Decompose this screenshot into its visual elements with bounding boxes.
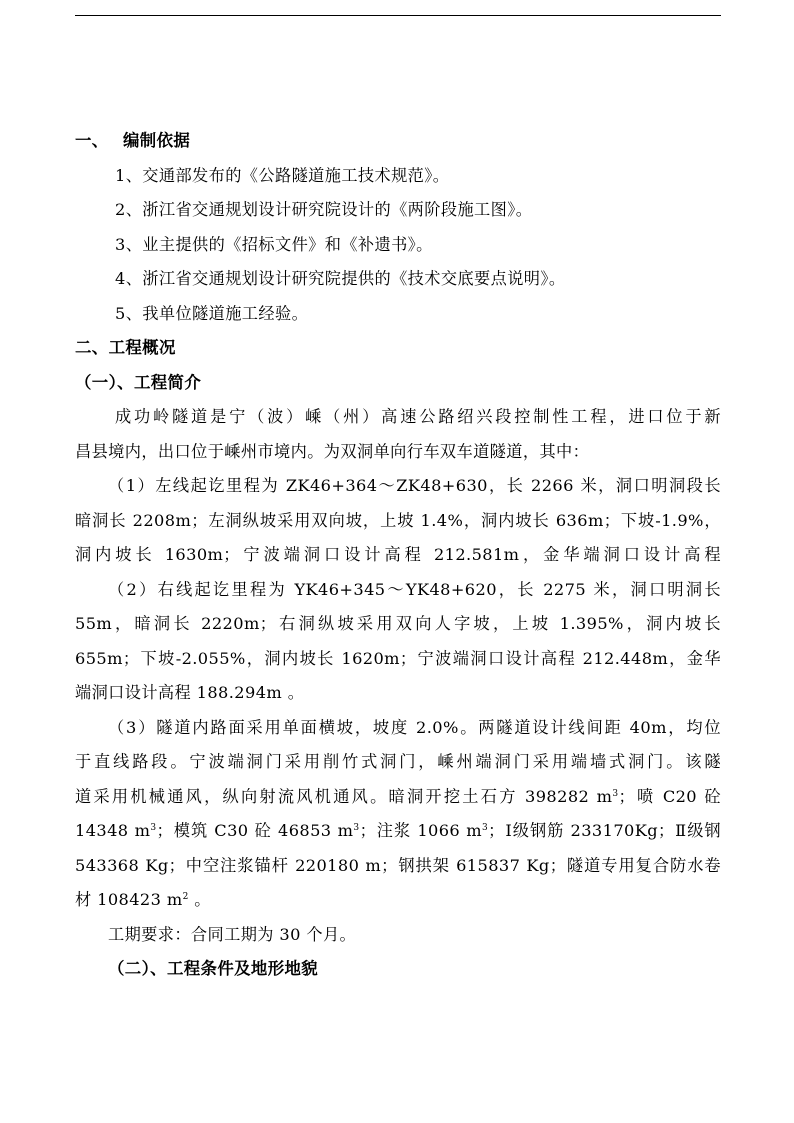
superscript: 3: [612, 788, 619, 799]
header-rule: [75, 15, 721, 16]
list-item: 3、业主提供的《招标文件》和《补遗书》。: [115, 234, 433, 254]
paragraph-line: （3）隧道内路面采用单面横坡，坡度 2.0%。两隧道设计线间距 40m，均位: [108, 717, 721, 737]
paragraph-line: 洞内坡长 1630m；宁波端洞口设计高程 212.581m，金华端洞口设计高程: [75, 545, 721, 564]
list-item: 1、交通部发布的《公路隧道施工技术规范》。: [115, 165, 450, 185]
paragraph-line: 14348 $m^3$；模筑 C30 砼 46853 $m^3$；注浆 1066 $m^3$；Ⅰ级钢筋 233170Kg；Ⅱ级钢: [75, 821, 721, 840]
document-body: [75, 124, 721, 987]
list-item: 5、我单位隧道施工经验。: [115, 303, 309, 323]
list-item: 2、浙江省交通规划设计研究院设计的《两阶段施工图》。: [115, 200, 533, 219]
paragraph-line: 55m，暗洞长 2220m；右洞纵坡采用双向人字坡，上坡 1.395%，洞内坡长: [75, 614, 721, 633]
superscript: 2: [182, 892, 189, 902]
section-title: 编制依据: [123, 131, 191, 150]
superscript: 3: [150, 823, 157, 833]
paragraph-line: （1）左线起讫里程为 ZK46+364～ZK48+630，长 2266 米，洞口明洞段长: [108, 476, 721, 495]
paragraph-line: 工期要求：合同工期为 30 个月。: [108, 924, 357, 944]
subsection-heading-2: （二）、工程条件及地形地貌: [108, 959, 319, 978]
paragraph-line: 材 108423 $m^2$ 。: [75, 890, 211, 909]
section-heading-2: 二、工程概况: [75, 338, 176, 357]
paragraph-line: 道采用机械通风，纵向射流风机通风。暗洞开挖土石方 398282 $m^3$；喷 C20 砼: [75, 786, 721, 806]
subsection-heading-1: （一）、工程简介: [75, 372, 202, 392]
paragraph-line: 655m；下坡-2.055%，洞内坡长 1620m；宁波端洞口设计高程 212.448m，金华: [75, 648, 721, 668]
section-number: 一、: [75, 131, 109, 150]
paragraph-line: 543368 Kg；中空注浆锚杆 220180 m；钢拱架 615837 Kg；隧道专用复合防水卷: [75, 855, 721, 875]
superscript: 3: [482, 823, 489, 833]
paragraph-line: 成功岭隧道是宁（波）嵊（州）高速公路绍兴段控制性工程，进口位于新: [115, 407, 721, 426]
paragraph-line: 端洞口设计高程 188.294m 。: [75, 683, 305, 702]
paragraph-line: 暗洞长 2208m；左洞纵坡采用双向坡，上坡 1.4%，洞内坡长 636m；下坡-1.9%，: [75, 510, 721, 530]
list-item: 4、浙江省交通规划设计研究院提供的《技术交底要点说明》。: [115, 269, 566, 288]
paragraph-line: 昌县境内，出口位于嵊州市境内。为双洞单向行车双车道隧道，其中：: [75, 441, 590, 461]
paragraph-line: 于直线路段。宁波端洞门采用削竹式洞门，嵊州端洞门采用端墙式洞门。该隧: [75, 752, 721, 771]
section-heading-1: [75, 124, 721, 159]
paragraph-line: （2）右线起讫里程为 YK46+345～YK48+620，长 2275 米，洞口明洞长: [108, 579, 721, 599]
superscript: 3: [353, 823, 360, 833]
